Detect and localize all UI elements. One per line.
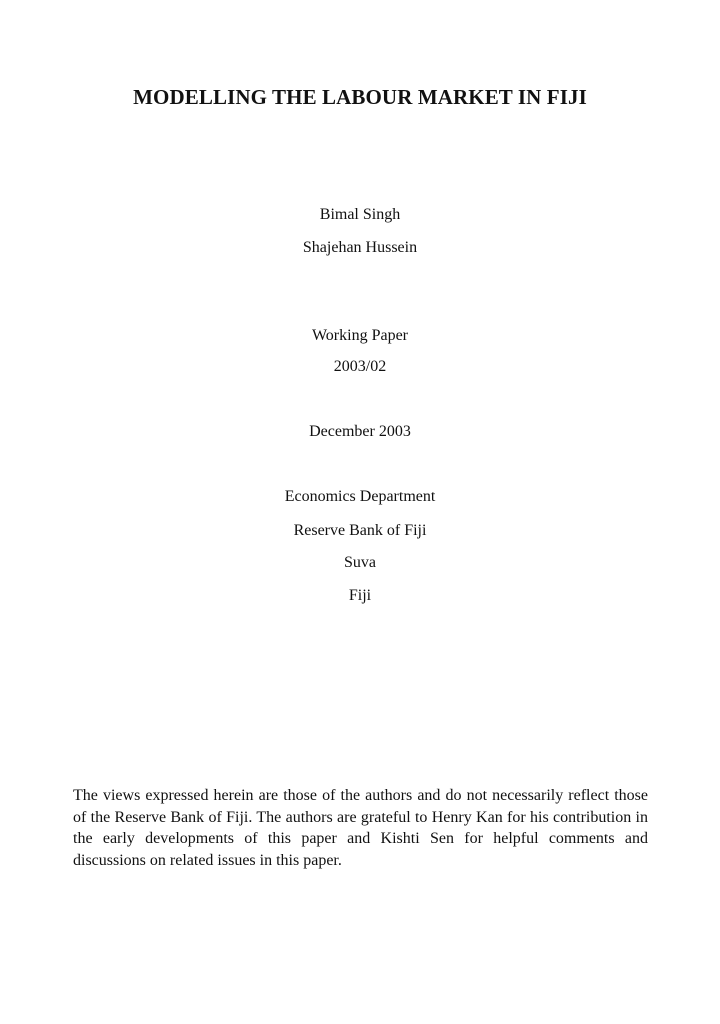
publication-date: December 2003 [309, 423, 411, 440]
author-name-1: Bimal Singh [319, 206, 401, 223]
department-name: Economics Department [284, 488, 436, 505]
institution-name: Reserve Bank of Fiji [293, 522, 427, 539]
city-name: Suva [344, 554, 376, 571]
paper-title: MODELLING THE LABOUR MARKET IN FIJI [133, 85, 587, 109]
author-name-2: Shajehan Hussein [302, 239, 418, 256]
paper-type: Working Paper [311, 327, 409, 344]
disclaimer-note: The views expressed herein are those of the authors and do not necessarily reflect those of the Reserve Bank of Fiji. The authors are grateful to Henry Kan for his contribution in the early developments of this paper and Kishti Sen for helpful comments and discussions on related issues in this paper. [73, 787, 648, 869]
country-name: Fiji [348, 587, 372, 604]
paper-number: 2003/02 [333, 358, 387, 375]
